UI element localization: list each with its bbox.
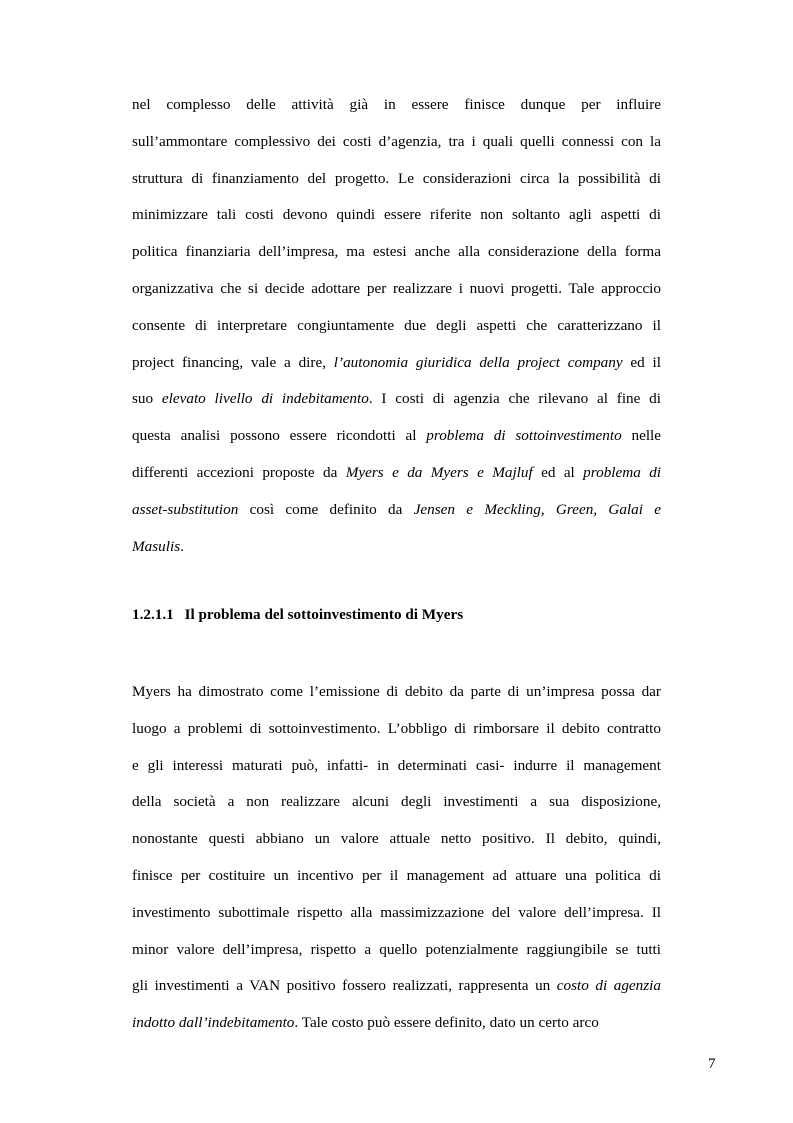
text-line: [132, 345, 661, 382]
text-line: [132, 161, 661, 198]
text-line: [132, 784, 661, 821]
text-run: nelle: [621, 427, 661, 445]
text-run: differenti accezioni proposte da: [132, 463, 346, 481]
text-line: [132, 308, 661, 345]
paragraph-1: [132, 87, 661, 565]
text-line: [132, 858, 661, 895]
text-line: [132, 674, 661, 711]
text-run: suo: [132, 390, 162, 408]
italic-text: Myers e da Myers e Majluf: [345, 463, 533, 481]
text-line: [132, 124, 661, 161]
text-run: nonostante questi abbiano un valore attuale netto positivo. Il debito, quindi,: [132, 830, 661, 848]
text-run: struttura di finanziamento del progetto. Le considerazioni circa la possibilità di: [132, 169, 661, 187]
text-run: e gli interessi maturati può, infatti- in determinati casi- indurre il management: [132, 756, 661, 774]
text-run: project financing, vale a dire,: [132, 353, 334, 371]
text-run: minimizzare tali costi devono quindi essere riferite non soltanto agli aspetti di: [132, 206, 661, 224]
paragraph-2: [132, 674, 661, 1042]
text-run: questa analisi possono essere ricondotti al: [132, 427, 427, 445]
text-line: [132, 492, 661, 529]
text-line: [132, 895, 661, 932]
text-line: [132, 968, 661, 1005]
text-run: gli investimenti a VAN positivo fossero realizzati, rappresenta un: [132, 977, 557, 995]
text-run: politica finanziaria dell’impresa, ma estesi anche alla considerazione della forma: [132, 243, 661, 261]
page-number: 7: [708, 1055, 716, 1072]
text-run: così come definito da: [238, 500, 414, 518]
text-run: .: [180, 537, 184, 555]
text-run: finisce per costituire un incentivo per il management ad attuare una politica di: [132, 866, 661, 884]
text-line: [132, 1005, 661, 1042]
text-line: [132, 821, 661, 858]
text-run: Myers ha dimostrato come l’emissione di debito da parte di un’impresa possa dar: [132, 683, 661, 700]
text-run: della società a non realizzare alcuni degli investimenti a sua disposizione,: [132, 793, 661, 811]
italic-text: problema di: [583, 463, 661, 481]
text-run: organizzativa che si decide adottare per realizzare i nuovi progetti. Tale approccio: [132, 279, 661, 297]
italic-text: l’autonomia giuridica della project company: [333, 353, 623, 371]
text-run: luogo a problemi di sottoinvestimento. L’obbligo di rimborsare il debito contratto: [132, 719, 661, 737]
text-run: investimento subottimale rispetto alla massimizzazione del valore dell’impresa. Il: [132, 903, 661, 921]
text-line: [132, 711, 661, 748]
text-run: sull’ammontare complessivo dei costi d’agenzia, tra i quali quelli connessi con la: [132, 132, 661, 150]
text-run: consente di interpretare congiuntamente due degli aspetti che caratterizzano il: [132, 316, 661, 334]
text-line: [132, 418, 661, 455]
text-line: [132, 381, 661, 418]
section-heading: [132, 606, 463, 624]
text-run: minor valore dell’impresa, rispetto a quello potenzialmente raggiungibile se tutti: [132, 940, 661, 958]
section-title: Il problema del sottoinvestimento di Myers: [184, 606, 464, 623]
text-run: . I costi di agenzia che rilevano al fine di: [368, 390, 661, 408]
text-line: [132, 197, 661, 234]
italic-text: asset-substitution: [132, 500, 239, 518]
italic-text: elevato livello di indebitamento: [161, 390, 369, 408]
text-line: [132, 932, 661, 969]
text-line: [132, 529, 661, 566]
italic-text: costo di agenzia: [556, 977, 661, 995]
italic-text: indotto dall’indebitamento: [132, 1014, 295, 1032]
text-run: . Tale costo può essere definito, dato un certo arco: [294, 1014, 599, 1032]
text-line: [132, 234, 661, 271]
section-number: 1.2.1.1: [132, 606, 174, 623]
text-line: [132, 455, 661, 492]
text-run: ed al: [532, 463, 584, 481]
text-line: [132, 748, 661, 785]
text-run: ed il: [622, 353, 661, 371]
italic-text: problema di sottoinvestimento: [426, 427, 622, 445]
italic-text: Masulis: [132, 537, 181, 555]
text-line: [132, 87, 661, 124]
text-run: nel complesso delle attività già in essere finisce dunque per influire: [132, 96, 661, 113]
italic-text: Jensen e Meckling, Green, Galai e: [413, 500, 661, 518]
text-line: [132, 271, 661, 308]
